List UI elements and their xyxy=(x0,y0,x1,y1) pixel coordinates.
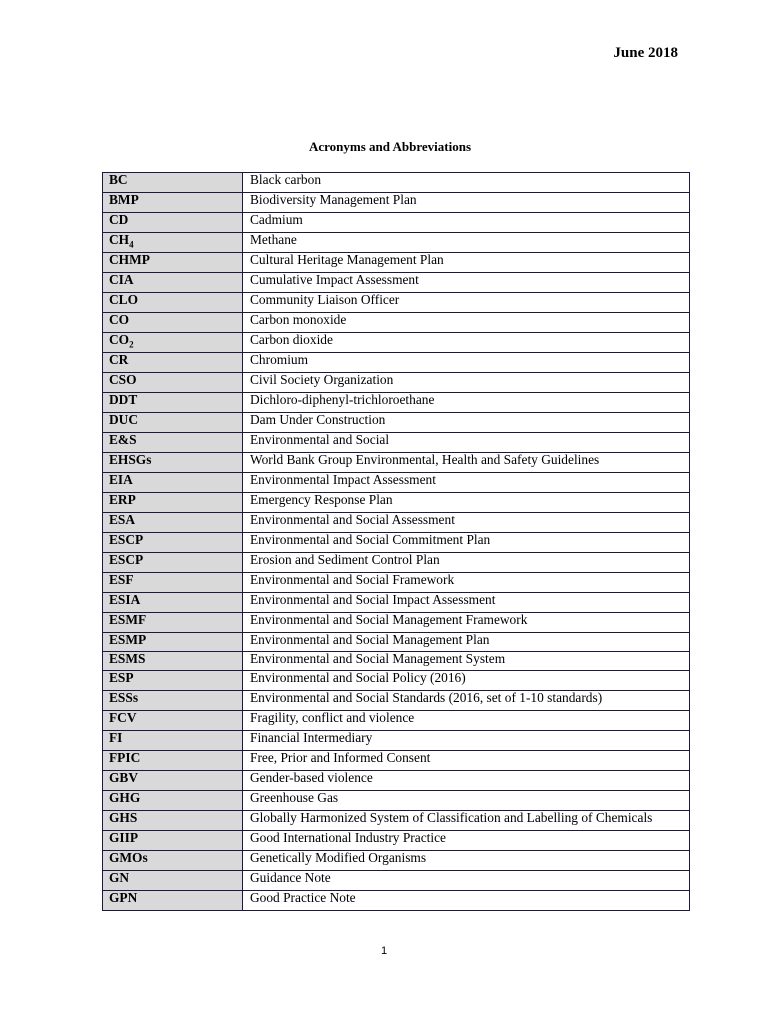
table-row xyxy=(103,533,690,553)
abbreviation-text: ESCP xyxy=(109,552,144,567)
abbreviation-cell xyxy=(103,791,243,811)
definition-cell: Genetically Modified Organisms xyxy=(243,851,690,871)
abbreviation-cell xyxy=(103,193,243,213)
document-date: June 2018 xyxy=(613,45,678,61)
table-row xyxy=(103,573,690,593)
abbreviation-cell xyxy=(103,593,243,613)
abbreviation-text: GN xyxy=(109,870,130,885)
table-row xyxy=(103,393,690,413)
table-row xyxy=(103,671,690,691)
definition-cell: Black carbon xyxy=(243,173,690,193)
abbreviation-cell xyxy=(103,751,243,771)
definition-cell: Environmental and Social Framework xyxy=(243,573,690,593)
abbreviation-cell xyxy=(103,213,243,233)
definition-cell: Gender-based violence xyxy=(243,771,690,791)
abbreviation-subscript: 4 xyxy=(129,239,134,250)
abbreviation-text: CR xyxy=(109,352,129,367)
definition-cell: Erosion and Sediment Control Plan xyxy=(243,553,690,573)
abbreviation-cell xyxy=(103,891,243,911)
abbreviation-cell xyxy=(103,633,243,652)
abbreviation-cell xyxy=(103,353,243,373)
abbreviation-cell xyxy=(103,413,243,433)
abbreviation-text: ESA xyxy=(109,512,136,527)
table-row xyxy=(103,711,690,731)
definition-cell: World Bank Group Environmental, Health and Safety Guidelines xyxy=(243,453,690,473)
abbreviation-text: ESIA xyxy=(109,592,141,607)
table-row xyxy=(103,493,690,513)
definition-cell: Carbon dioxide xyxy=(243,333,690,353)
abbreviation-cell xyxy=(103,453,243,473)
definition-cell: Environmental and Social Standards (2016, set of 1-10 standards) xyxy=(243,691,690,711)
abbreviation-cell xyxy=(103,771,243,791)
definition-cell: Community Liaison Officer xyxy=(243,293,690,313)
abbreviation-text: ERP xyxy=(109,492,136,507)
definition-cell: Good International Industry Practice xyxy=(243,831,690,851)
abbreviation-cell xyxy=(103,851,243,871)
abbreviation-text: GHS xyxy=(109,810,138,825)
abbreviation-cell xyxy=(103,273,243,293)
table-row xyxy=(103,791,690,811)
table-row xyxy=(103,891,690,911)
abbreviation-text: BC xyxy=(109,172,128,187)
definition-cell: Environmental and Social Policy (2016) xyxy=(243,671,690,691)
abbreviation-cell xyxy=(103,871,243,891)
definition-cell: Greenhouse Gas xyxy=(243,791,690,811)
definition-cell: Cultural Heritage Management Plan xyxy=(243,253,690,273)
definition-cell: Dichloro-diphenyl-trichloroethane xyxy=(243,393,690,413)
definition-cell: Financial Intermediary xyxy=(243,731,690,751)
table-row xyxy=(103,373,690,393)
table-row xyxy=(103,413,690,433)
abbreviation-text: E&S xyxy=(109,432,137,447)
definition-cell: Environmental and Social xyxy=(243,433,690,453)
table-row xyxy=(103,851,690,871)
definition-cell: Free, Prior and Informed Consent xyxy=(243,751,690,771)
abbreviation-text: FPIC xyxy=(109,750,141,765)
abbreviation-cell xyxy=(103,313,243,333)
table-row xyxy=(103,831,690,851)
abbreviation-text: ESMS xyxy=(109,651,146,666)
table-row xyxy=(103,173,690,193)
table-row xyxy=(103,633,690,652)
abbreviation-text: CLO xyxy=(109,292,139,307)
definition-cell: Environmental and Social Management Framework xyxy=(243,613,690,633)
abbreviation-cell xyxy=(103,573,243,593)
abbreviation-cell xyxy=(103,253,243,273)
abbreviation-text: GHG xyxy=(109,790,141,805)
table-row xyxy=(103,233,690,253)
table-row xyxy=(103,253,690,273)
table-row xyxy=(103,593,690,613)
abbreviation-text: CO xyxy=(109,312,130,327)
table-row xyxy=(103,871,690,891)
abbreviation-text: ESMP xyxy=(109,632,147,647)
abbreviation-text: GMOs xyxy=(109,850,148,865)
abbreviation-cell xyxy=(103,373,243,393)
table-row xyxy=(103,811,690,831)
definition-cell: Environmental and Social Management Plan xyxy=(243,633,690,652)
table-row xyxy=(103,771,690,791)
abbreviation-cell xyxy=(103,553,243,573)
table-row xyxy=(103,613,690,633)
abbreviation-text: EIA xyxy=(109,472,133,487)
definition-cell: Civil Society Organization xyxy=(243,373,690,393)
table-row xyxy=(103,453,690,473)
table-row xyxy=(103,313,690,333)
abbreviation-text: FI xyxy=(109,730,123,745)
definition-cell: Good Practice Note xyxy=(243,891,690,911)
abbreviation-cell xyxy=(103,173,243,193)
table-row xyxy=(103,353,690,373)
abbreviation-cell xyxy=(103,293,243,313)
abbreviation-text: DUC xyxy=(109,412,139,427)
abbreviation-cell xyxy=(103,393,243,413)
abbreviation-cell xyxy=(103,433,243,453)
section-title: Acronyms and Abbreviations xyxy=(308,139,472,154)
abbreviation-cell xyxy=(103,711,243,731)
definition-cell: Globally Harmonized System of Classification and Labelling of Chemicals xyxy=(243,811,690,831)
abbreviation-text: EHSGs xyxy=(109,452,152,467)
abbreviation-cell xyxy=(103,473,243,493)
abbreviation-text: FCV xyxy=(109,710,137,725)
table-row xyxy=(103,513,690,533)
abbreviation-subscript: 2 xyxy=(129,339,134,350)
definition-cell: Environmental and Social Impact Assessment xyxy=(243,593,690,613)
abbreviation-cell xyxy=(103,671,243,691)
definition-cell: Methane xyxy=(243,233,690,253)
abbreviation-text: CHMP xyxy=(109,252,150,267)
abbreviation-cell xyxy=(103,691,243,711)
definition-cell: Cadmium xyxy=(243,213,690,233)
abbreviation-text: CH xyxy=(109,232,130,247)
table-row xyxy=(103,473,690,493)
abbreviation-text: ESP xyxy=(109,670,134,685)
abbreviation-text: CO xyxy=(109,332,130,347)
abbreviation-cell xyxy=(103,333,243,353)
abbreviation-cell xyxy=(103,652,243,671)
abbreviation-cell xyxy=(103,811,243,831)
acronyms-table-body xyxy=(103,173,690,911)
definition-cell: Guidance Note xyxy=(243,871,690,891)
definition-cell: Emergency Response Plan xyxy=(243,493,690,513)
definition-cell: Chromium xyxy=(243,353,690,373)
definition-cell: Environmental and Social Management System xyxy=(243,652,690,671)
abbreviation-cell xyxy=(103,233,243,253)
abbreviation-cell xyxy=(103,493,243,513)
definition-cell: Environmental and Social Assessment xyxy=(243,513,690,533)
definition-cell: Environmental Impact Assessment xyxy=(243,473,690,493)
definition-cell: Fragility, conflict and violence xyxy=(243,711,690,731)
abbreviation-text: ESSs xyxy=(109,690,139,705)
abbreviation-text: ESCP xyxy=(109,532,144,547)
table-row xyxy=(103,731,690,751)
page-number: 1 xyxy=(380,945,388,957)
table-row xyxy=(103,333,690,353)
abbreviation-text: GPN xyxy=(109,890,138,905)
abbreviation-text: CIA xyxy=(109,272,134,287)
table-row xyxy=(103,273,690,293)
abbreviation-text: ESMF xyxy=(109,612,147,627)
table-row xyxy=(103,213,690,233)
table-row xyxy=(103,193,690,213)
table-row xyxy=(103,293,690,313)
table-row xyxy=(103,433,690,453)
definition-cell: Cumulative Impact Assessment xyxy=(243,273,690,293)
table-row xyxy=(103,691,690,711)
abbreviation-cell xyxy=(103,731,243,751)
table-row xyxy=(103,652,690,671)
definition-cell: Carbon monoxide xyxy=(243,313,690,333)
definition-cell: Dam Under Construction xyxy=(243,413,690,433)
abbreviation-text: GIIP xyxy=(109,830,139,845)
acronyms-table xyxy=(102,172,690,911)
abbreviation-text: CSO xyxy=(109,372,137,387)
table-row xyxy=(103,553,690,573)
abbreviation-text: GBV xyxy=(109,770,139,785)
table-row xyxy=(103,751,690,771)
abbreviation-cell xyxy=(103,613,243,633)
abbreviation-text: CD xyxy=(109,212,129,227)
abbreviation-text: ESF xyxy=(109,572,134,587)
definition-cell: Environmental and Social Commitment Plan xyxy=(243,533,690,553)
abbreviation-text: DDT xyxy=(109,392,138,407)
abbreviation-cell xyxy=(103,513,243,533)
abbreviation-text: BMP xyxy=(109,192,139,207)
definition-cell: Biodiversity Management Plan xyxy=(243,193,690,213)
abbreviation-cell xyxy=(103,831,243,851)
abbreviation-cell xyxy=(103,533,243,553)
